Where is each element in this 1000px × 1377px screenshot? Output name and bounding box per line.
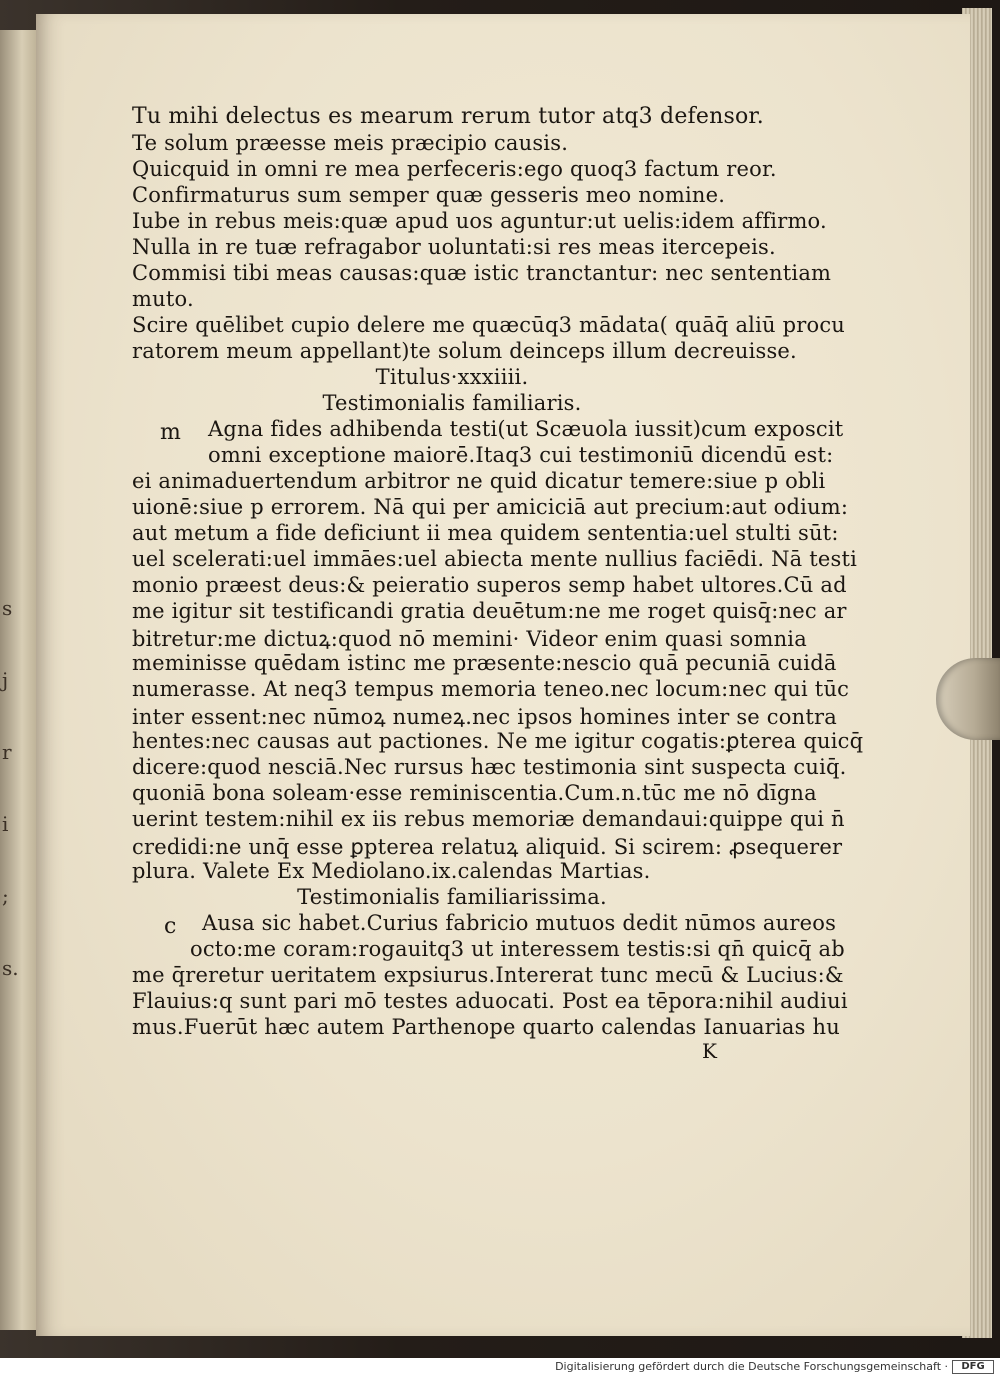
text-line-36: mus.Fuerūt hæc autem Parthenope quarto calendas Ianuarias hu: [132, 1015, 840, 1039]
text-line-17: aut metum a fide deficiunt ii mea quidem sententia:uel stulti sūt:: [132, 521, 839, 545]
section-title-titulus: Titulus·xxxiiii.: [375, 365, 529, 389]
footer-bar: [0, 1358, 1000, 1377]
book-page: [36, 14, 970, 1336]
text-line-21: bitretur:me dictuꝝ:quod nō memini· Videor enim quasi somnia: [132, 627, 807, 651]
text-line-8: muto.: [132, 287, 194, 311]
text-line-19: monio præest deus:& peieratio superos semp habet ultores.Cū ad: [132, 573, 847, 597]
footer-credit: Digitalisierung gefördert durch die Deutsche Forschungsgemeinschaft ·: [555, 1360, 948, 1373]
text-line-4: Confirmaturus sum semper quæ gesseris meo nomine.: [132, 183, 726, 207]
initial-letter-c: c: [164, 914, 177, 939]
text-line-30: plura. Valete Ex Mediolano.ix.calendas Martias.: [132, 859, 651, 883]
text-line-7: Commisi tibi meas causas:quæ istic tranctantur: nec sententiam: [132, 261, 832, 285]
text-line-27: quoniā bona soleam·esse reminiscentia.Cum.n.tūc me nō dīgna: [132, 781, 817, 805]
text-line-22: meminisse quēdam istinc me præsente:nescio quā pecuniā cuidā: [132, 651, 837, 675]
previous-page-edge: [0, 30, 40, 1330]
text-line-14: omni exceptione maiorē.Itaq3 cui testimoniū dicendū est:: [208, 443, 834, 467]
text-line-10: ratorem meum appellant)te solum deinceps illum decreuisse.: [132, 339, 797, 363]
text-line-33: octo:me coram:rogauitq3 ut interessem testis:si qn̄ quicq̄ ab: [190, 937, 845, 961]
text-line-32: Ausa sic habet.Curius fabricio mutuos dedit nūmos aureos: [202, 911, 837, 935]
text-line-15: ei animaduertendum arbitror ne quid dicatur temere:siue p obli: [132, 469, 826, 493]
dfg-logo-icon: DFG: [952, 1360, 994, 1374]
initial-letter-m: m: [160, 420, 181, 445]
text-line-16: uionē:siue p errorem. Nā qui per amiciciā aut precium:aut odium:: [132, 495, 849, 519]
text-line-5: Iube in rebus meis:quæ apud uos aguntur:ut uelis:idem affirmo.: [132, 209, 827, 233]
text-line-23: numerasse. At neq3 tempus memoria teneo.nec locum:nec qui tūc: [132, 677, 850, 701]
text-line-9: Scire quēlibet cupio delere me quæcūq3 mādata( quāq̄ aliū procu: [132, 313, 846, 337]
signature-mark: K: [702, 1039, 718, 1063]
text-line-18: uel scelerati:uel immāes:uel abiecta mente nullius faciēdi. Nā testi: [132, 547, 858, 571]
text-line-13: Agna fides adhibenda testi(ut Scæuola iussit)cum exposcit: [208, 417, 844, 441]
section-heading-testimonialis-familiarissima: Testimonialis familiarissima.: [297, 885, 607, 909]
text-line-24: inter essent:nec nūmoꝝ numeꝝ.nec ipsos homines inter se contra: [132, 705, 837, 729]
section-heading-testimonialis-familiaris: Testimonialis familiaris.: [322, 391, 582, 415]
previous-page-margin-text: s j r i ; s.: [2, 596, 19, 980]
text-line-35: Flauius:q sunt pari mō testes aduocati. Post ea tēpora:nihil audiui: [132, 989, 848, 1013]
text-line-2: Te solum præesse meis præcipio causis.: [132, 131, 569, 155]
text-line-1: Tu mihi delectus es mearum rerum tutor atq3 defensor.: [132, 104, 764, 129]
text-line-28: uerint testem:nihil ex iis rebus memoriæ demandaui:quippe qui n̄: [132, 807, 845, 831]
text-line-3: Quicquid in omni re mea perfeceris:ego quoq3 factum reor.: [132, 157, 777, 181]
text-line-34: me q̄reretur ueritatem expsiurus.Intererat tunc mecū & Lucius:&: [132, 963, 844, 987]
text-line-6: Nulla in re tuæ refragabor uoluntati:si res meas itercepeis.: [132, 235, 776, 259]
text-line-26: dicere:quod nesciā.Nec rursus hæc testimonia sint suspecta cuiq̄.: [132, 755, 847, 779]
text-line-25: hentes:nec causas aut pactiones. Ne me igitur cogatis:ꝑterea quicq̄: [132, 729, 864, 753]
text-line-29: credidi:ne unq̄ esse ꝑpterea relatuꝝ aliquid. Si scirem: ꝓsequerer: [132, 835, 843, 859]
text-line-20: me igitur sit testificandi gratia deuētum:ne me roget quisq̄:nec ar: [132, 599, 847, 623]
